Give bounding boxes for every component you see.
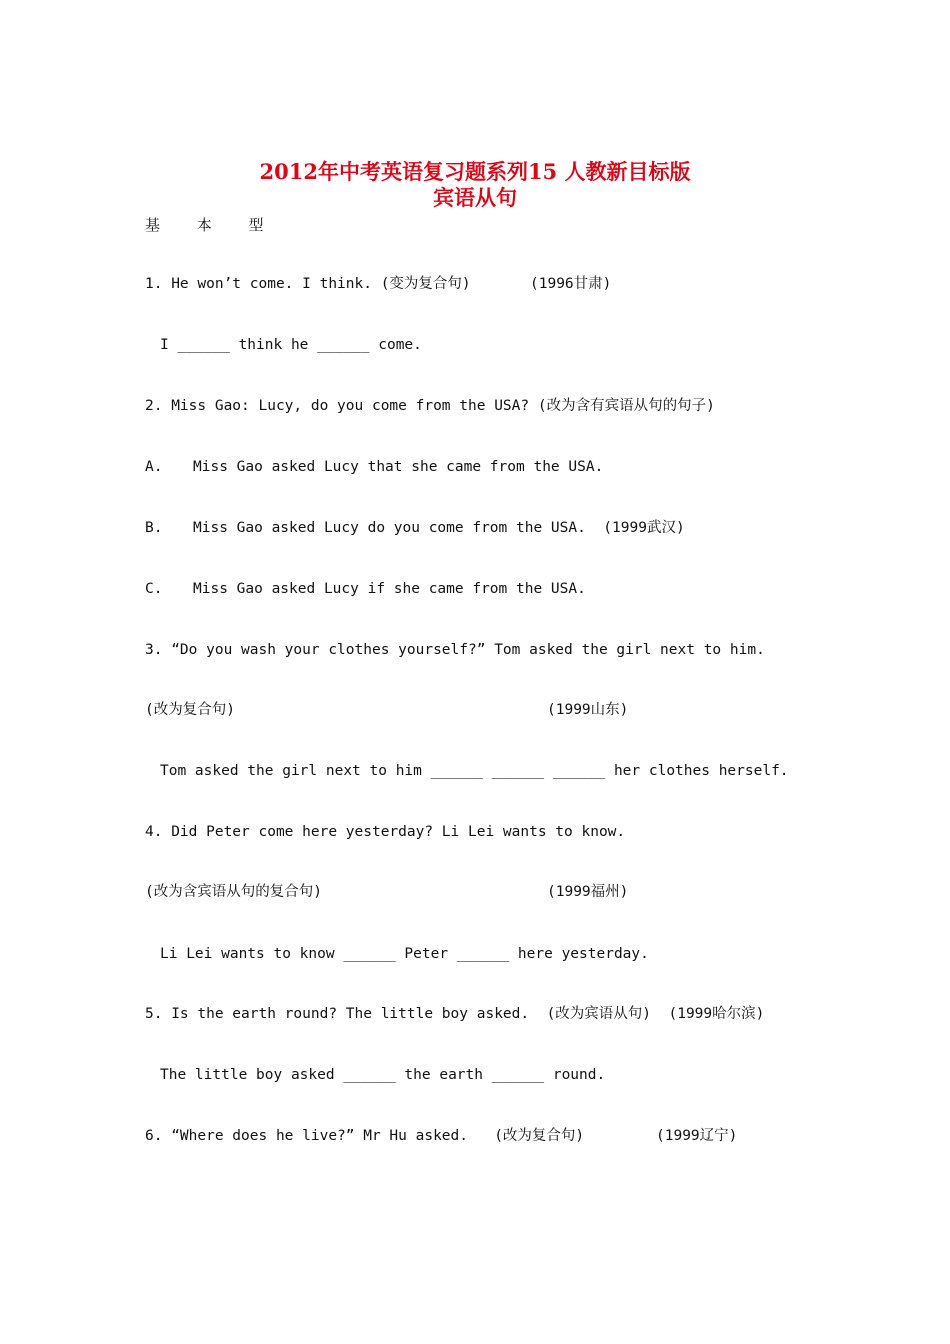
question-3-answer: Tom asked the girl next to him ______ ______ ______ her clothes herself. bbox=[160, 763, 789, 779]
question-3-source: (1999山东) bbox=[547, 702, 629, 718]
question-4-text: 4. Did Peter come here yesterday? Li Lei wants to know. bbox=[145, 824, 626, 840]
question-1-source: (1996甘肃) bbox=[530, 276, 612, 292]
option-b-label: B. bbox=[145, 520, 163, 536]
question-5-text: 5. Is the earth round? The little boy asked. (改为宾语从句) (1999哈尔滨) bbox=[145, 1006, 765, 1022]
document-title-line1: 2012年中考英语复习题系列15 人教新目标版 bbox=[259, 159, 691, 184]
option-b-text: Miss Gao asked Lucy do you come from the USA. (1999武汉) bbox=[193, 520, 685, 536]
question-1-text: 1. He won’t come. I think. (变为复合句) bbox=[145, 276, 471, 292]
question-6-source: (1999辽宁) bbox=[656, 1128, 738, 1144]
document-title-line2: 宾语从句 bbox=[433, 185, 517, 210]
section-heading: 基 本 型 bbox=[145, 216, 280, 234]
question-6-text: 6. “Where does he live?” Mr Hu asked. (改为复合句) bbox=[145, 1128, 585, 1144]
option-c-label: C. bbox=[145, 581, 163, 597]
question-1-answer: I ______ think he ______ come. bbox=[160, 337, 422, 353]
question-4-answer: Li Lei wants to know ______ Peter ______ here yesterday. bbox=[160, 946, 649, 962]
option-a-label: A. bbox=[145, 459, 163, 475]
option-c-text: Miss Gao asked Lucy if she came from the USA. bbox=[193, 581, 586, 597]
option-a-text: Miss Gao asked Lucy that she came from the USA. bbox=[193, 459, 604, 475]
question-3-text: 3. “Do you wash your clothes yourself?” Tom asked the girl next to him. bbox=[145, 642, 765, 658]
question-5-answer: The little boy asked ______ the earth ______ round. bbox=[160, 1067, 606, 1083]
question-3-instruction: (改为复合句) bbox=[145, 702, 235, 718]
question-4-instruction: (改为含宾语从句的复合句) bbox=[145, 884, 322, 900]
question-4-source: (1999福州) bbox=[547, 884, 629, 900]
question-2-text: 2. Miss Gao: Lucy, do you come from the USA? (改为含有宾语从句的句子) bbox=[145, 398, 715, 414]
